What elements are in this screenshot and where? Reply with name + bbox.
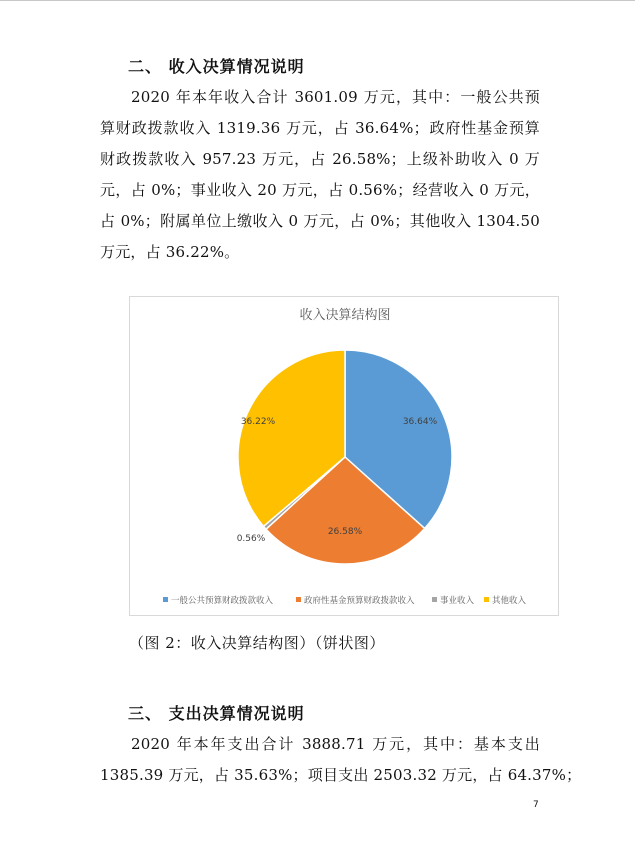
paragraph-line: 占 0%；附属单位上缴收入 0 万元，占 0%；其他收入 1304.50 xyxy=(100,212,540,230)
paragraph-line: 2020 年本年支出合计 3888.71 万元，其中：基本支出 xyxy=(131,735,540,753)
paragraph-line: 1385.39 万元，占 35.63%；项目支出 2503.32 万元，占 64.37%； xyxy=(100,766,582,784)
paragraph-line: 财政拨款收入 957.23 万元，占 26.58%；上级补助收入 0 万 xyxy=(100,150,540,168)
legend-entry-label: 其他收入 xyxy=(492,596,527,606)
paragraph-line: 算财政拨款收入 1319.36 万元，占 36.64%；政府性基金预算 xyxy=(100,119,540,137)
chart-title: 收入决算结构图 xyxy=(299,308,391,323)
legend-entry-label: 政府性基金预算财政拨款收入 xyxy=(304,596,415,606)
section-heading-income: 二、 收入决算情况说明 xyxy=(128,57,305,76)
pie-chart-svg xyxy=(130,297,560,617)
slice-data-label: 36.64% xyxy=(402,417,438,427)
legend-swatch xyxy=(432,597,437,602)
page-number: 7 xyxy=(533,800,539,810)
slice-data-label: 36.22% xyxy=(240,417,276,427)
section-heading-expense: 三、 支出决算情况说明 xyxy=(128,704,305,723)
income-pie-chart xyxy=(129,296,559,616)
legend-swatch xyxy=(163,597,168,602)
slice-data-label: 0.56% xyxy=(236,534,266,544)
legend-swatch xyxy=(296,597,301,602)
top-border-line xyxy=(0,0,635,1)
slice-data-label: 26.58% xyxy=(327,527,363,537)
paragraph-line: 万元，占 36.22%。 xyxy=(100,243,240,261)
legend-swatch xyxy=(484,597,489,602)
figure-caption: （图 2：收入决算结构图）（饼状图） xyxy=(129,634,385,652)
legend-entry-label: 事业收入 xyxy=(440,596,475,606)
legend-entry-label: 一般公共预算财政拨款收入 xyxy=(171,596,274,606)
paragraph-line: 2020 年本年收入合计 3601.09 万元，其中：一般公共预 xyxy=(131,88,540,106)
paragraph-line: 元，占 0%；事业收入 20 万元，占 0.56%；经营收入 0 万元， xyxy=(100,181,540,199)
